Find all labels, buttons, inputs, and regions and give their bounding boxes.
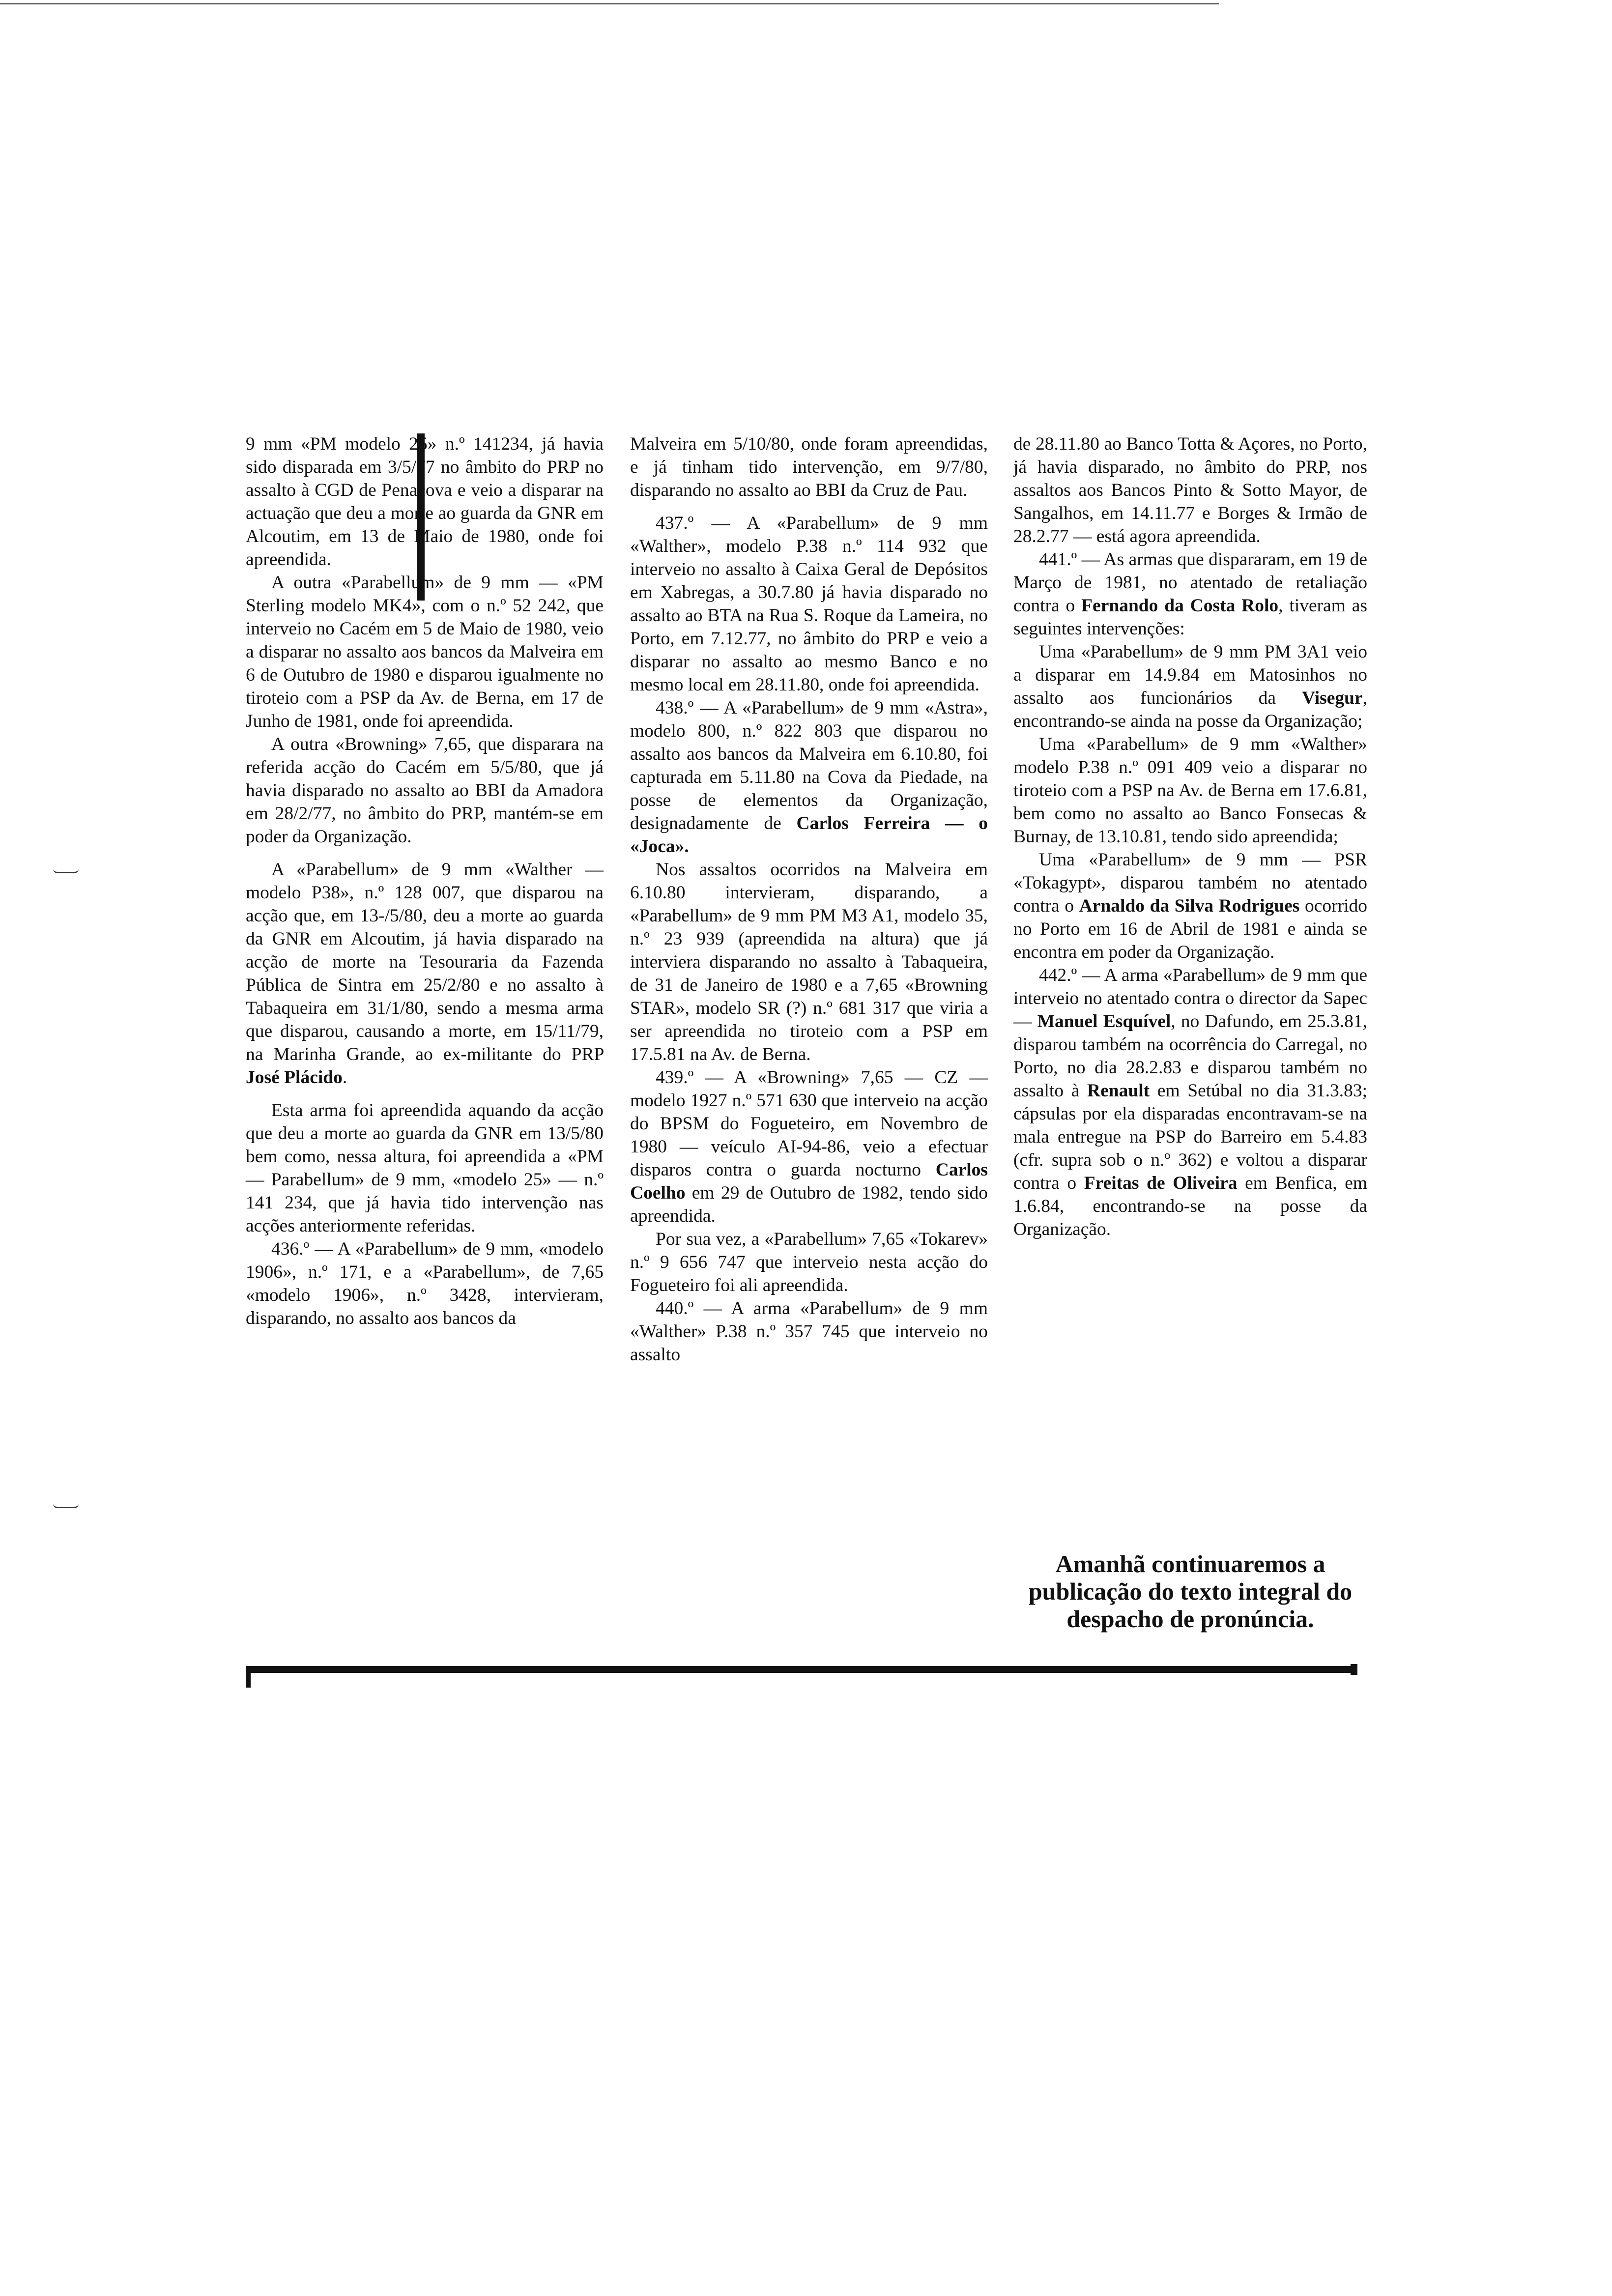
paragraph: Por sua vez, a «Parabellum» 7,65 «Tokarev» n.º 9 656 747 que interveio nesta acção do Fogueteiro foi ali apreendida.: [630, 1229, 988, 1295]
name-fernando-rolo: Fernando da Costa Rolo: [1081, 596, 1279, 616]
paragraph: Malveira em 5/10/80, onde foram apreendidas, e já tinham tido intervenção, em 9/7/80, disparando no assalto ao BBI da Cruz de Pau.: [630, 434, 988, 500]
paragraph: Nos assaltos ocorridos na Malveira em 6.10.80 intervieram, disparando, a «Parabellum» de 9 mm PM M3 A1, modelo 35, n.º 23 939 (apreendida na altura) que já interviera disparando no assalto à Tabaqueira, de 31 de Janeiro de 1980 e a 7,65 «Browning STAR», modelo SR (?) n.º 681 317 que viria a ser apreendida no tiroteio com a PSP em 17.5.81 na Av. de Berna.: [630, 860, 988, 1064]
bottom-rule-left-tick: [246, 1666, 251, 1688]
paragraph: [630, 696, 988, 858]
name-carlos-coelho: Carlos Coelho: [630, 1160, 988, 1203]
bottom-rule: [246, 1666, 1356, 1673]
paragraph: de 28.11.80 ao Banco Totta & Açores, no Porto, já havia disparado, no âmbito do PRP, nos assaltos aos Bancos Pinto & Sotto Mayor, de Sangalhos, em 14.11.77 e Borges & Irmão de 28.2.77 — está agora apreendida.: [1013, 434, 1367, 546]
paragraph-text: , tiveram as seguintes intervenções:: [1013, 596, 1368, 639]
paragraph-text: 442.º — A arma «Parabellum» de 9 mm que interveio no atentado contra o director da Sapec —: [1013, 965, 1367, 1032]
paragraph: Esta arma foi apreendida aquando da acção que deu a morte ao guarda da GNR em 13/5/80 bem como, nessa altura, foi apreendida a «PM — Parabellum» de 9 mm, «modelo 25» — n.º 141 234, que já havia tido intervenção nas acções anteriormente referidas.: [246, 1100, 604, 1236]
paragraph: Uma «Parabellum» de 9 mm «Walther» modelo P.38 n.º 091 409 veio a disparar no tiroteio com a PSP na Av. de Berna em 17.6.81, bem como no assalto ao Banco Fonsecas & Burnay, de 13.10.81, tendo sido apreendida;: [1013, 734, 1367, 847]
name-arnaldo-rodrigues: Arnaldo da Silva Rodrigues: [1079, 896, 1300, 916]
margin-mark: [53, 1504, 79, 1508]
paragraph: A outra «Browning» 7,65, que disparara na referida acção do Cacém em 5/5/80, que já havia disparado no assalto ao BBI da Amadora em 28/2/77, no âmbito do PRP, mantém-se em poder da Organização.: [246, 734, 604, 847]
name-freitas-oliveira: Freitas de Oliveira: [1084, 1173, 1238, 1193]
bottom-rule-right-tick: [1351, 1664, 1357, 1675]
name-visegur: Visegur: [1302, 688, 1363, 708]
paragraph: [1013, 640, 1367, 733]
paragraph-text: , no Dafundo, em 25.3.81, disparou também na ocorrência do Carregal, no Porto, no dia 28.2.83 e disparou também no assalto à: [1013, 1011, 1368, 1101]
paragraph-text: Uma «Parabellum» de 9 mm — PSR «Tokagypt», disparou também no atentado contra o: [1013, 850, 1367, 916]
name-renault: Renault: [1087, 1081, 1150, 1101]
paragraph-text: em Setúbal no dia 31.3.83; cápsulas por ela disparadas encontravam-se na mala entregue na PSP do Barreiro em 5.4.83 (cfr. supra sob o n.º 362) e voltou a disparar contra o: [1013, 1081, 1367, 1193]
closing-note: Amanhã continuaremos a publicação do texto integral do despacho de pronúncia.: [1028, 1550, 1353, 1633]
name-jose-placido: José Plácido: [246, 1067, 343, 1088]
paragraph: A «Parabellum» de 9 mm «Walther — modelo P38», n.º 128 007, que disparou na acção que, em 13-/5/80, deu a morte ao guarda da GNR em Alcoutim, já havia disparado na acção de morte na Tesouraria da Fazenda Pública de Sintra em 25/2/80 e no assalto à Tabaqueira em 31/1/80, sendo a mesma arma que disparou, causando a morte, em 15/11/79, na Marinha Grande, ao ex-militante do PRP José Plácido.: [246, 860, 604, 1088]
paragraph: 9 mm «PM modelo 25» n.º 141234, já havia sido disparada em 3/5/77 no âmbito do PRP no assalto à CGD de Penacova e veio a disparar na actuação que deu a morte ao guarda da GNR em Alcoutim, em 13 de Maio de 1980, onde foi apreendida.: [246, 434, 604, 570]
paragraph-text: em Benfica, em 1.6.84, encontrando-se na posse da Organização.: [1013, 1173, 1368, 1239]
column-2: [630, 432, 988, 1366]
paragraph-text: 438.º — A «Parabellum» de 9 mm «Astra», modelo 800, n.º 822 803 que disparou no assalto aos bancos da Malveira em 6.10.80, foi capturada em 5.11.80 na Cova da Piedade, na posse de elementos da Organização, designadamente de: [630, 698, 988, 833]
paragraph-text: Uma «Parabellum» de 9 mm PM 3A1 veio a disparar em 14.9.84 em Matosinhos no assalto aos funcionários da: [1013, 642, 1367, 708]
paragraph-text: 439.º — A «Browning» 7,65 — CZ — modelo 1927 n.º 571 630 que interveio na acção do BPSM do Fogueteiro, em Novembro de 1980 — veículo AI-94-86, veio a efectuar disparos contra o guarda nocturno: [630, 1067, 988, 1180]
name-manuel-esquivel: Manuel Esquível: [1037, 1011, 1171, 1032]
top-edge-rule: [0, 3, 1219, 4]
paragraph-text: em 29 de Outubro de 1982, tendo sido apreendida.: [630, 1183, 988, 1226]
paragraph: [1013, 848, 1367, 964]
paragraph: [1013, 548, 1367, 640]
paragraph-text: ocorrido no Porto em 16 de Abril de 1981 e ainda se encontra em poder da Organização.: [1013, 896, 1367, 962]
column-1: [246, 432, 604, 1330]
paragraph-text: A «Parabellum» de 9 mm «Walther — modelo P38», n.º 128 007, que disparou na acção que, em 13-/5/80, deu a morte ao guarda da GNR em Alcoutim, já havia disparado na acção de morte na Tesouraria da Fazenda Pública de Sintra em 25/2/80 e no assalto à Tabaqueira em 31/1/80, sendo a mesma arma que disparou, causando a morte, em 15/11/79, na Marinha Grande, ao ex-militante do PRP: [246, 860, 604, 1064]
name-carlos-ferreira: Carlos Ferreira — o «Joca».: [630, 813, 988, 857]
paragraph-text: 441.º — As armas que dispararam, em 19 de Março de 1981, no atentado de retaliação contra o: [1013, 549, 1367, 616]
paragraph: 436.º — A «Parabellum» de 9 mm, «modelo 1906», n.º 171, e a «Parabellum», de 7,65 «modelo 1906», n.º 3428, intervieram, disparando, no assalto aos bancos da: [246, 1239, 604, 1328]
paragraph-text: , encontrando-se ainda na posse da Organização;: [1013, 688, 1367, 731]
margin-mark: [53, 869, 79, 873]
paragraph: 437.º — A «Parabellum» de 9 mm «Walther», modelo P.38 n.º 114 932 que interveio no assalto à Caixa Geral de Depósitos em Xabregas, a 30.7.80 já havia disparado no assalto ao BTA na Rua S. Roque da Lameira, no Porto, em 7.12.77, no âmbito do PRP e veio a disparar no assalto ao mesmo Banco e no mesmo local em 28.11.80, onde foi apreendida.: [630, 513, 988, 695]
column-3: [1013, 432, 1367, 1241]
paragraph: 440.º — A arma «Parabellum» de 9 mm «Walther» P.38 n.º 357 745 que interveio no assalto: [630, 1298, 988, 1365]
paragraph: [630, 1066, 988, 1228]
paragraph: [1013, 964, 1367, 1241]
paragraph: A outra «Parabellum» de 9 mm — «PM Sterling modelo MK4», com o n.º 52 242, que interveio no Cacém em 5 de Maio de 1980, veio a disparar no assalto aos bancos da Malveira em 6 de Outubro de 1980 e disparou igualmente no tiroteio com a PSP da Av. de Berna, em 17 de Junho de 1981, onde foi apreendida.: [246, 573, 604, 731]
